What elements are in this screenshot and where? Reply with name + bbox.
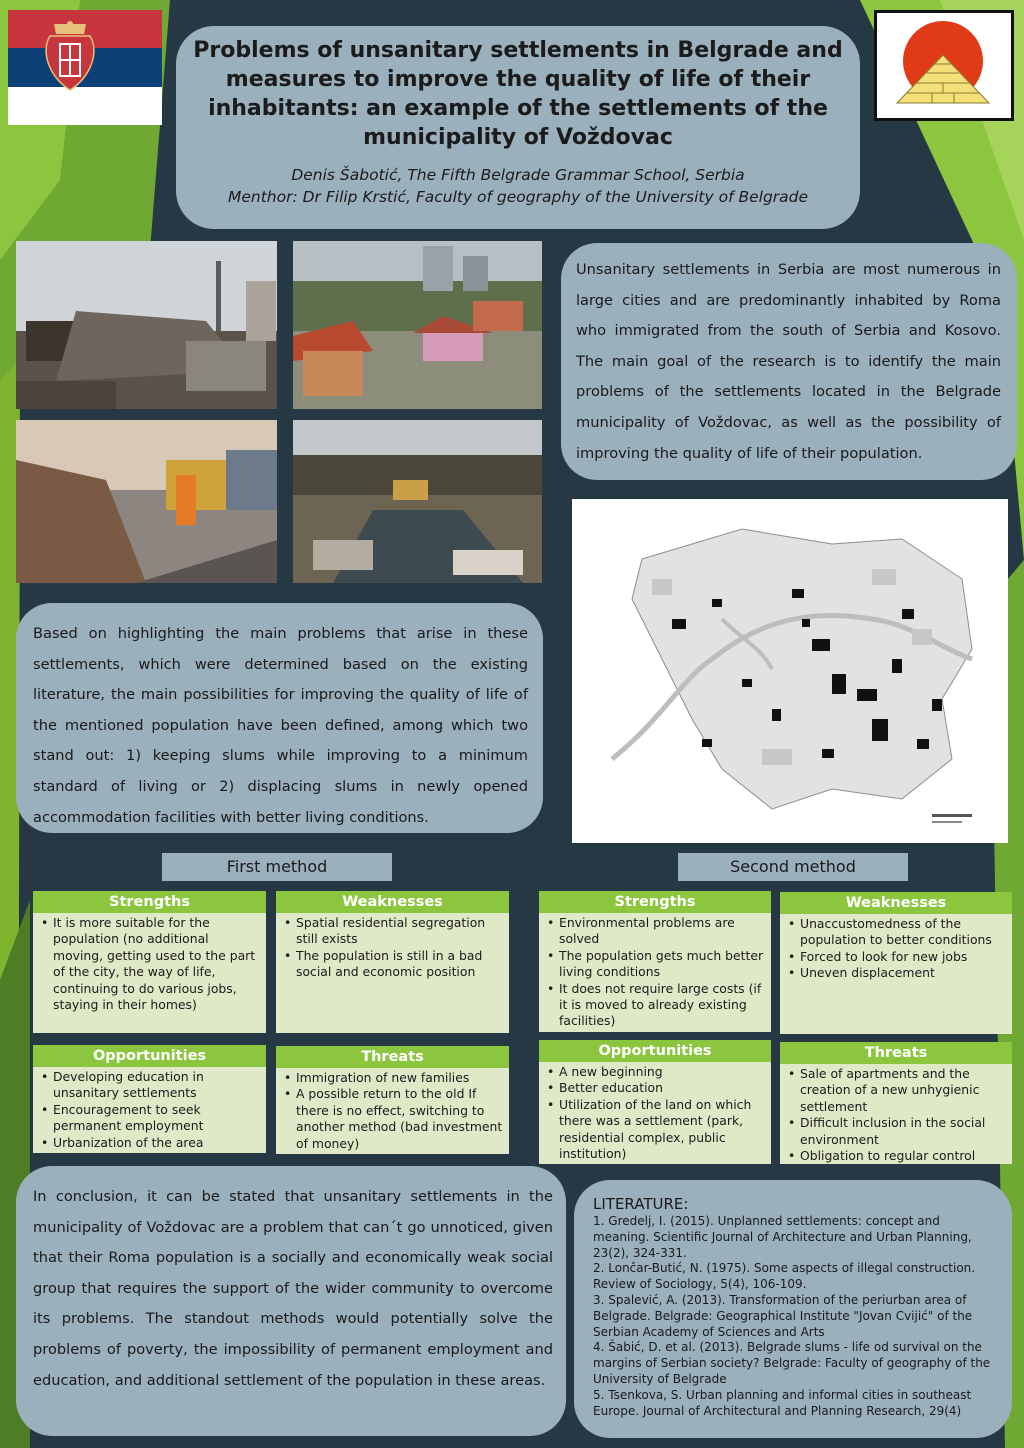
literature-item: 5. Tsenkova, S. Urban planning and informal cities in southeast Europe. Journal of Architectural and Planning Research, 29(4) (593, 1387, 972, 1418)
author-line: Denis Šabotić, The Fifth Belgrade Grammar School, Serbia (291, 166, 745, 184)
mentor-line: Menthor: Dr Filip Krstić, Faculty of geography of the University of Belgrade (227, 188, 809, 206)
literature-heading: LITERATURE: (593, 1195, 689, 1213)
list-item: • The population is still in a bad social and economic position (282, 948, 503, 981)
intro-paragraph: Unsanitary settlements in Serbia are most numerous in large cities and are predominantly inhabited by Roma who immigrated from the south of Serbia and Kosovo. The main goal of the research is to identify the main problems of the settlements located in the Belgrade municipality of Voždovac, as well as the possibility of improving the quality of life of their population. (576, 261, 1001, 462)
swot-list (276, 1068, 509, 1152)
swot-heading: Opportunities (539, 1040, 771, 1062)
swot-list (780, 1064, 1012, 1164)
swot-heading: Weaknesses (276, 891, 509, 913)
list-item: • Difficult inclusion in the social environment (786, 1115, 1006, 1148)
first-method-opportunities (33, 1045, 266, 1153)
literature-item: 2. Lončar-Butić, N. (1975). Some aspects of illegal construction. Review of Sociology, 5(4), 106-109. (593, 1261, 976, 1292)
list-item: • Environmental problems are solved (545, 915, 765, 948)
school-logo (874, 10, 1014, 121)
list-item: • Sale of apartments and the creation of a new unhygienic settlement (786, 1066, 1006, 1115)
title-panel (176, 26, 860, 229)
second-method-weaknesses (780, 892, 1012, 1034)
methods-text-panel (16, 603, 543, 833)
list-item: • Encouragement to seek permanent employment (39, 1102, 260, 1135)
list-item: • It is more suitable for the population (no additional moving, getting used to the part of the city, the way of life, continuing to do various jobs, staying in their homes) (39, 915, 260, 1013)
swot-heading: Strengths (33, 891, 266, 913)
list-item: • The population gets much better living conditions (545, 948, 765, 981)
first-method-label: First method (162, 853, 392, 881)
methods-paragraph: Based on highlighting the main problems that arise in these settlements, which were determined based on the existing literature, the main possibilities for improving the quality of life of the mentioned population have been defined, among which two stand out: 1) keeping slums while improving to a minimum standard of living or 2) displacing slums in newly opened accommodation facilities with better living conditions. (33, 625, 528, 826)
literature-item: 3. Spalević, A. (2013). Transformation of the periurban area of Belgrade. Belgrade: Geographical Institute "Jovan Cvijić" of the Serbian Academy of Sciences and Arts (593, 1292, 973, 1339)
conclusion-panel (16, 1166, 566, 1436)
conclusion-paragraph: In conclusion, it can be stated that unsanitary settlements in the municipality of Voždovac are a problem that can´t go unnoticed, given that their Roma population is a socially and economically weak social group that requires the support of the wider community to overcome its problems. The standout methods would potentially solve the problems of poverty, the impossibility of permanent employment and education, and additional settlement of the population in these areas. (33, 1188, 553, 1389)
second-method-label: Second method (678, 853, 908, 881)
list-item: • Utilization of the land on which there was a settlement (park, residential complex, public institution) (545, 1097, 765, 1163)
swot-heading: Strengths (539, 891, 771, 913)
list-item: • Obligation to regular control (786, 1148, 1006, 1164)
list-item: • Urbanization of the area (39, 1135, 260, 1151)
swot-list (276, 913, 509, 981)
list-item: • A possible return to the old If there is no effect, switching to another method (bad investment of money) (282, 1086, 503, 1152)
list-item: • It does not require large costs (if it is moved to already existing facilities) (545, 981, 765, 1030)
second-method-threats (780, 1042, 1012, 1164)
swot-list (539, 913, 771, 1030)
literature-panel (574, 1180, 1012, 1438)
swot-heading: Threats (780, 1042, 1012, 1064)
list-item: • Spatial residential segregation still exists (282, 915, 503, 948)
literature-item: 4. Šabić, D. et al. (2013). Belgrade slums - life od survival on the margins of Serbian society? Belgrade: Faculty of geography of the University of Belgrade (593, 1340, 991, 1386)
literature-item: 1. Gredelj, I. (2015). Unplanned settlements: concept and meaning. Scientific Journal of Architecture and Urban Planning, 23(2), 324-331. (593, 1214, 972, 1260)
first-method-strengths (33, 891, 266, 1033)
photo-polluted-stream (293, 420, 542, 583)
swot-heading: Threats (276, 1046, 509, 1068)
second-method-opportunities (539, 1040, 771, 1164)
list-item: • Unaccustomedness of the population to better conditions (786, 916, 1006, 949)
list-item: • Developing education in unsanitary settlements (39, 1069, 260, 1102)
list-item: • A new beginning (545, 1064, 765, 1080)
serbian-flag (8, 10, 162, 125)
list-item: • Better education (545, 1080, 765, 1096)
swot-list (33, 1067, 266, 1151)
list-item: • Forced to look for new jobs (786, 949, 1006, 965)
intro-text-panel (561, 243, 1017, 480)
list-item: • Uneven displacement (786, 965, 1006, 981)
photo-demolished-shacks (16, 241, 277, 409)
photo-settlement-houses (293, 241, 542, 409)
swot-list (539, 1062, 771, 1162)
settlement-map (572, 499, 1008, 843)
list-item: • Immigration of new families (282, 1070, 503, 1086)
photo-demolition-work (16, 420, 277, 583)
second-method-strengths (539, 891, 771, 1032)
swot-list (33, 913, 266, 1013)
first-method-weaknesses (276, 891, 509, 1033)
swot-list (780, 914, 1012, 982)
poster-title: Problems of unsanitary settlements in Belgrade and measures to improve the quality of life of their inhabitants: an example of the settlements of the municipality of Voždovac (193, 38, 843, 150)
first-method-threats (276, 1046, 509, 1154)
swot-heading: Opportunities (33, 1045, 266, 1067)
swot-heading: Weaknesses (780, 892, 1012, 914)
